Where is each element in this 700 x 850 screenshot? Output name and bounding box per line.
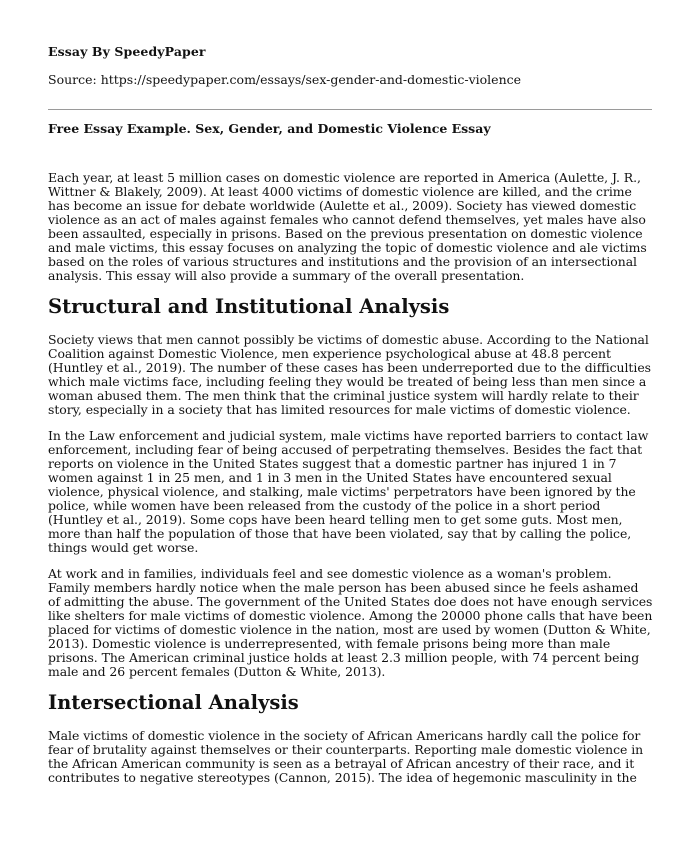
source-line: Source: https://speedypaper.com/essays/sex-gender-and-domestic-violence xyxy=(48,72,522,87)
essay-title: Free Essay Example. Sex, Gender, and Domestic Violence Essay xyxy=(48,121,491,136)
header-divider xyxy=(48,109,652,110)
essay-body xyxy=(48,171,654,797)
paragraph: In the Law enforcement and judicial system, male victims have reported barriers to contact law enforcement, including fear of being accused of perpetrating themselves. Besides the fact that reports on violence in the United States suggest that a domestic partner has injured 1 in 7 women against 1 in 25 men, and 1 in 3 men in the United States have encountered sexual violence, physical violence, and stalking, male victims' perpetrators have been ignored by the police, while women have been released from the custody of the police in a short period (Huntley et al., 2019). Some cops have been heard telling men to get some guts. Most men, more than half the population of those that have been violated, say that by calling the police, things would get worse. xyxy=(48,428,649,555)
brand-line: Essay By SpeedyPaper xyxy=(48,44,206,59)
section-heading-intersectional: Intersectional Analysis xyxy=(48,691,299,714)
section-heading-structural: Structural and Institutional Analysis xyxy=(48,295,450,318)
intro-paragraph: Each year, at least 5 million cases on domestic violence are reported in America (Aulette, J. R., Wittner & Blakely, 2009). At least 4000 victims of domestic violence are killed, and the crime has become an issue for debate worldwide (Aulette et al., 2009). Society has viewed domestic violence as an act of males against females who cannot defend themselves, yet males have also been assaulted, especially in prisons. Based on the previous presentation on domestic violence and male victims, this essay focuses on analyzing the topic of domestic violence and ale victims based on the roles of various structures and institutions and the provision of an intersectional analysis. This essay will also provide a summary of the overall presentation. xyxy=(48,170,647,283)
paragraph: At work and in families, individuals feel and see domestic violence as a woman's problem. Family members hardly notice when the male person has been abused since he feels ashamed of admitting the abuse. The government of the United States doe does not have enough services like shelters for male victims of domestic violence. Among the 20000 phone calls that have been placed for victims of domestic violence in the nation, most are used by women (Dutton & White, 2013). Domestic violence is underrepresented, with female prisons being more than male prisons. The American criminal justice holds at least 2.3 million people, with 74 percent being male and 26 percent females (Dutton & White, 2013). xyxy=(48,566,653,679)
paragraph: Society views that men cannot possibly be victims of domestic abuse. According to the National Coalition against Domestic Violence, men experience psychological abuse at 48.8 percent (Huntley et al., 2019). The number of these cases has been underreported due to the difficulties which male victims face, including feeling they would be treated of being less than men since a woman abused them. The men think that the criminal justice system will hardly relate to their story, especially in a society that has limited resources for male victims of domestic violence. xyxy=(48,332,651,417)
paragraph: Male victims of domestic violence in the society of African Americans hardly call the police for fear of brutality against themselves or their counterparts. Reporting male domestic violence in the African American community is seen as a betrayal of African ancestry of their race, and it contributes to negative stereotypes (Cannon, 2015). The idea of hegemonic masculinity in the xyxy=(48,728,644,785)
